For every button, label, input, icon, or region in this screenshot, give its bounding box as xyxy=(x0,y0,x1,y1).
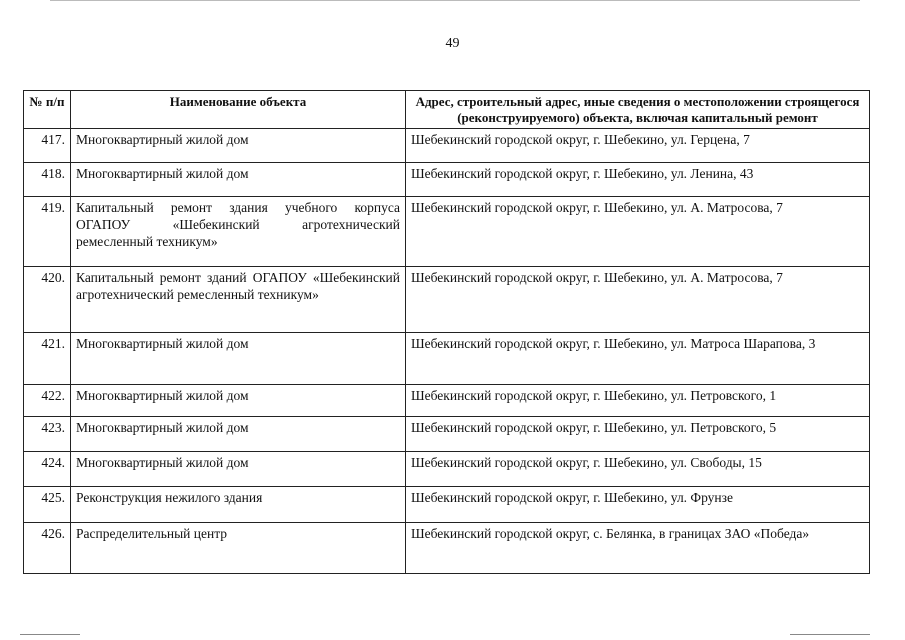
header-num: № п/п xyxy=(24,91,71,129)
row-address: Шебекинский городской округ, г. Шебекино, ул. Ленина, 43 xyxy=(406,163,870,197)
row-address: Шебекинский городской округ, с. Белянка, в границах ЗАО «Победа» xyxy=(406,523,870,574)
table-row xyxy=(24,452,870,487)
table-row xyxy=(24,197,870,267)
row-name: Многоквартирный жилой дом xyxy=(71,452,406,487)
row-num: 417. xyxy=(24,129,71,163)
table-row xyxy=(24,267,870,333)
row-num: 425. xyxy=(24,487,71,523)
table-row xyxy=(24,417,870,452)
row-name: Капитальный ремонт здания учебного корпуса ОГАПОУ «Шебекинский агротехнический ремесленный техникум» xyxy=(71,197,406,267)
row-address: Шебекинский городской округ, г. Шебекино, ул. А. Матросова, 7 xyxy=(406,267,870,333)
objects-table xyxy=(23,90,870,574)
table-row xyxy=(24,523,870,574)
row-address: Шебекинский городской округ, г. Шебекино, ул. Петровского, 5 xyxy=(406,417,870,452)
row-num: 424. xyxy=(24,452,71,487)
table-row xyxy=(24,163,870,197)
page-number: 49 xyxy=(445,36,460,51)
row-num: 418. xyxy=(24,163,71,197)
table-row xyxy=(24,333,870,385)
row-num: 421. xyxy=(24,333,71,385)
row-name: Многоквартирный жилой дом xyxy=(71,333,406,385)
row-num: 423. xyxy=(24,417,71,452)
row-num: 426. xyxy=(24,523,71,574)
row-address: Шебекинский городской округ, г. Шебекино, ул. Герцена, 7 xyxy=(406,129,870,163)
row-name: Капитальный ремонт зданий ОГАПОУ «Шебекинский агротехнический ремесленный техникум» xyxy=(71,267,406,333)
row-num: 419. xyxy=(24,197,71,267)
row-name: Распределительный центр xyxy=(71,523,406,574)
header-name: Наименование объекта xyxy=(71,91,406,129)
row-num: 422. xyxy=(24,385,71,417)
row-address: Шебекинский городской округ, г. Шебекино, ул. Петровского, 1 xyxy=(406,385,870,417)
header-address: Адрес, строительный адрес, иные сведения о местоположении строящегося (реконструируемого) объекта, включая капитальный ремонт xyxy=(406,91,870,129)
table-header-row xyxy=(24,91,870,129)
table-row xyxy=(24,385,870,417)
row-address: Шебекинский городской округ, г. Шебекино, ул. Свободы, 15 xyxy=(406,452,870,487)
scan-artifact-bottom-right xyxy=(790,634,870,635)
row-address: Шебекинский городской округ, г. Шебекино, ул. Матроса Шарапова, 3 xyxy=(406,333,870,385)
row-address: Шебекинский городской округ, г. Шебекино, ул. Фрунзе xyxy=(406,487,870,523)
row-name: Многоквартирный жилой дом xyxy=(71,417,406,452)
row-name: Реконструкция нежилого здания xyxy=(71,487,406,523)
scan-artifact-top xyxy=(50,0,860,1)
row-name: Многоквартирный жилой дом xyxy=(71,129,406,163)
row-name: Многоквартирный жилой дом xyxy=(71,385,406,417)
table-row xyxy=(24,129,870,163)
row-address: Шебекинский городской округ, г. Шебекино, ул. А. Матросова, 7 xyxy=(406,197,870,267)
row-name: Многоквартирный жилой дом xyxy=(71,163,406,197)
table-row xyxy=(24,487,870,523)
row-num: 420. xyxy=(24,267,71,333)
scan-artifact-bottom-left xyxy=(20,634,80,635)
